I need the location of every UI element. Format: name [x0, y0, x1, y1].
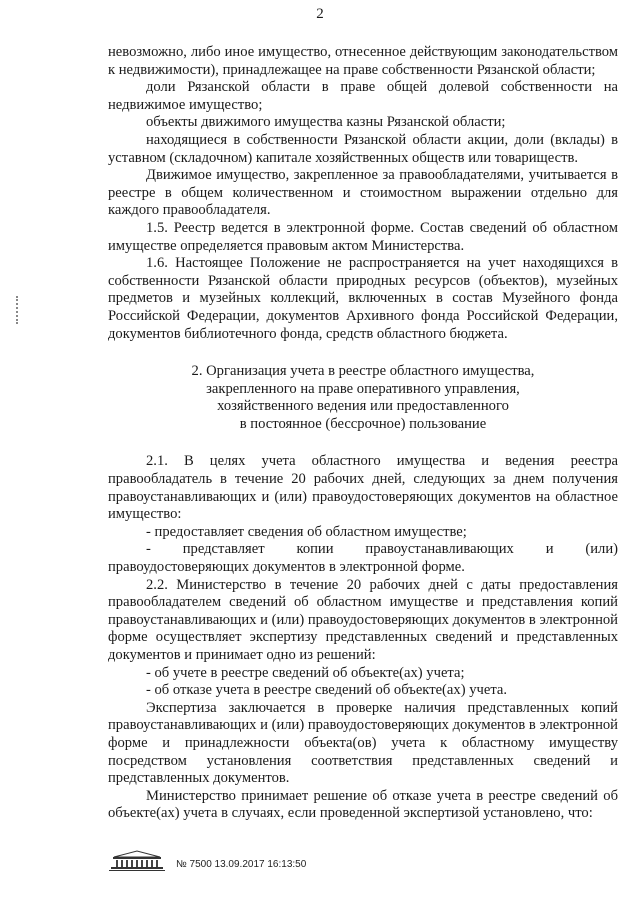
list-item: - предоставляет сведения об областном имуществе;	[146, 523, 467, 540]
page-number: 2	[316, 6, 324, 22]
paragraph-1-6: 1.6. Настоящее Положение не распространяется на учет находящихся в собственности Рязанской области природных ресурсов (объектов), музейных предметов и музейных коллекций, включенных в состав Музейного фонда Российской Федерации, документов Архивного фонда Российской Федерации, документов библиотечного фонда, средств областного бюджета.	[108, 255, 618, 342]
paragraph: находящиеся в собственности Рязанской области акции, доли (вклады) в уставном (складочном) капитале хозяйственных обществ или товариществ.	[108, 131, 618, 166]
section-heading	[108, 363, 618, 433]
paragraph-1-5: 1.5. Реестр ведется в электронной форме. Состав сведений об областном имуществе определяется правовым актом Министерства.	[108, 219, 618, 254]
document-stamp: № 7500 13.09.2017 16:13:50	[176, 859, 307, 870]
paragraph: невозможно, либо иное имущество, отнесенное действующим законодательством к недвижимости), принадлежащее на праве собственности Рязанской области;	[108, 44, 618, 78]
document-footer	[108, 850, 306, 872]
paragraph-2-2: 2.2. Министерство в течение 20 рабочих дней с даты предоставления правообладателем сведений об областном имуществе и представления копий правоустанавливающих и (или) правоудостоверяющих документов в электронной форме осуществляет экспертизу представленных сведений и представленных документов и принимает одно из решений:	[108, 576, 618, 663]
list-item: - об отказе учета в реестре сведений об объекте(ах) учета.	[146, 682, 507, 699]
building-emblem-icon	[108, 850, 166, 872]
section-heading-line: 2. Организация учета в реестре областного имущества,	[191, 363, 535, 380]
paragraph: Экспертиза заключается в проверке наличия представленных копий правоустанавливающих и (или) правоудостоверяющих документов в электронной форме и принадлежности объекта(ов) учета к областному имуществу посредством установления соответствия представленных сведений и представленных документов.	[108, 699, 618, 787]
section-heading-line: хозяйственного ведения или предоставленного	[217, 398, 509, 415]
margin-dots	[16, 296, 22, 324]
paragraph: Министерство принимает решение об отказе учета в реестре сведений об объекте(ах) учета в случаях, если проведенной экспертизой установлено, что:	[108, 787, 618, 822]
paragraph: объекты движимого имущества казны Рязанской области;	[146, 114, 506, 131]
paragraph: Движимое имущество, закрепленное за правообладателями, учитывается в реестре в общем количественном и стоимостном выражении отдельно для каждого правообладателя.	[108, 167, 618, 219]
list-item: - об учете в реестре сведений об объекте(ах) учета;	[146, 664, 465, 681]
paragraph: доли Рязанской области в праве общей долевой собственности на недвижимое имущество;	[108, 79, 618, 113]
section-heading-line: в постоянное (бессрочное) пользование	[239, 415, 487, 432]
list-item: - представляет копии правоустанавливающих и (или) правоудостоверяющих документов в электронной форме.	[108, 541, 618, 576]
document-body	[108, 44, 618, 823]
section-heading-line: закрепленного на праве оперативного управления,	[206, 380, 520, 397]
paragraph-2-1: 2.1. В целях учета областного имущества и ведения реестра правообладатель в течение 20 рабочих дней, следующих за днем получения правоустанавливающих и (или) правоудостоверяющих документов на областное имущество:	[108, 453, 618, 523]
